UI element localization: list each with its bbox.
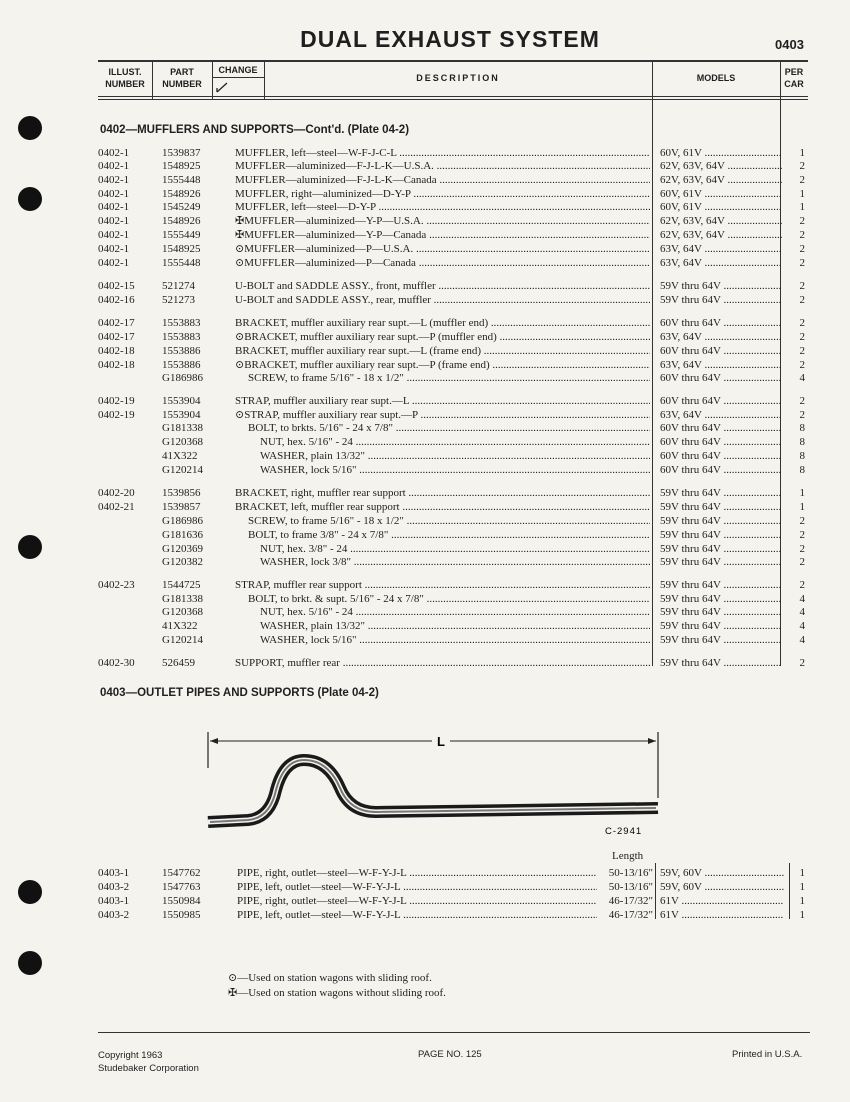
qty-per-car: 2 bbox=[799, 215, 805, 227]
qty-per-car: 8 bbox=[799, 464, 805, 476]
description: ⊙BRACKET, muffler auxiliary rear supt.—P (muffler end) ..... bbox=[235, 330, 650, 344]
description: MUFFLER, left—steel—D-Y-P ..... bbox=[235, 200, 650, 214]
pipe-length: 50-13/16" bbox=[608, 881, 653, 893]
table-row bbox=[0, 894, 850, 908]
models: 60V thru 64V ..... bbox=[660, 449, 782, 463]
description: BOLT, to frame 3/8" - 24 x 7/8" ..... bbox=[248, 528, 650, 542]
qty-per-car: 1 bbox=[799, 867, 805, 879]
qty-per-car: 2 bbox=[799, 657, 805, 669]
page-title: DUAL EXHAUST SYSTEM bbox=[300, 26, 600, 52]
description: WASHER, lock 5/16" ..... bbox=[260, 463, 650, 477]
models: 59V thru 64V ..... bbox=[660, 542, 782, 556]
part-number: G181338 bbox=[162, 593, 203, 605]
models: 59V thru 64V ..... bbox=[660, 555, 782, 569]
footnote-sliding-roof: ⊙—Used on station wagons with sliding roof. bbox=[228, 972, 432, 984]
illus-number: 0402-16 bbox=[98, 294, 135, 306]
description: PIPE, right, outlet—steel—W-F-Y-J-L ..... bbox=[237, 894, 597, 908]
table-row bbox=[0, 908, 850, 922]
table-row bbox=[0, 542, 850, 556]
illus-number: 0402-1 bbox=[98, 160, 130, 172]
qty-per-car: 1 bbox=[799, 487, 805, 499]
qty-per-car: 1 bbox=[799, 188, 805, 200]
illus-number: 0402-1 bbox=[98, 215, 130, 227]
illus-number: 0402-19 bbox=[98, 395, 135, 407]
pipe-length: 50-13/16" bbox=[608, 867, 653, 879]
models: 59V thru 64V ..... bbox=[660, 486, 782, 500]
qty-per-car: 2 bbox=[799, 174, 805, 186]
description: SCREW, to frame 5/16" - 18 x 1/2" ..... bbox=[248, 371, 650, 385]
models: 59V, 60V ..... bbox=[660, 880, 784, 894]
qty-per-car: 4 bbox=[799, 634, 805, 646]
header-part bbox=[152, 66, 212, 90]
description: WASHER, plain 13/32" ..... bbox=[260, 449, 650, 463]
models: 63V, 64V ..... bbox=[660, 242, 782, 256]
qty-per-car: 2 bbox=[799, 317, 805, 329]
illus-number: 0402-23 bbox=[98, 579, 135, 591]
part-number: G120214 bbox=[162, 634, 203, 646]
qty-per-car: 1 bbox=[799, 201, 805, 213]
binder-hole-1 bbox=[18, 116, 42, 140]
part-number: 41X322 bbox=[162, 450, 198, 462]
models: 60V thru 64V ..... bbox=[660, 371, 782, 385]
change-tick-icon bbox=[215, 80, 229, 94]
illus-number: 0402-1 bbox=[98, 243, 130, 255]
copyright-company: Studebaker Corporation bbox=[98, 1063, 199, 1074]
header-change: CHANGE bbox=[218, 65, 258, 75]
part-number: 1553883 bbox=[162, 317, 201, 329]
outlet-pipe-diagram bbox=[200, 728, 670, 838]
qty-per-car: 1 bbox=[799, 147, 805, 159]
illus-number: 0402-21 bbox=[98, 501, 135, 513]
models: 59V thru 64V ..... bbox=[660, 592, 782, 606]
illus-number: 0402-17 bbox=[98, 331, 135, 343]
table-row bbox=[0, 159, 850, 173]
qty-per-car: 2 bbox=[799, 345, 805, 357]
illus-number: 0403-1 bbox=[98, 867, 130, 879]
description: ✠MUFFLER—aluminized—Y-P—Canada ..... bbox=[235, 228, 650, 242]
illus-number: 0402-1 bbox=[98, 174, 130, 186]
dimension-label: L bbox=[437, 734, 445, 749]
qty-per-car: 2 bbox=[799, 331, 805, 343]
description: ⊙BRACKET, muffler auxiliary rear supt.—P (frame end) ..... bbox=[235, 358, 650, 372]
table-row bbox=[0, 605, 850, 619]
qty-per-car: 8 bbox=[799, 436, 805, 448]
models: 59V thru 64V ..... bbox=[660, 605, 782, 619]
part-number: 1550985 bbox=[162, 909, 201, 921]
models: 63V, 64V ..... bbox=[660, 408, 782, 422]
qty-per-car: 2 bbox=[799, 160, 805, 172]
table-row bbox=[0, 500, 850, 514]
header-illust bbox=[98, 66, 152, 90]
description: U-BOLT and SADDLE ASSY., front, muffler ..... bbox=[235, 279, 650, 293]
binder-hole-5 bbox=[18, 951, 42, 975]
footer-page-number: PAGE NO. 125 bbox=[418, 1049, 482, 1060]
illus-number: 0402-15 bbox=[98, 280, 135, 292]
part-number: 526459 bbox=[162, 657, 195, 669]
header-lower-rule bbox=[98, 99, 808, 100]
part-number: G120368 bbox=[162, 606, 203, 618]
pipe-length: 46-17/32" bbox=[608, 909, 653, 921]
description: MUFFLER, left—steel—W-F-J-C-L ..... bbox=[235, 146, 650, 160]
table-row bbox=[0, 344, 850, 358]
qty-per-car: 2 bbox=[799, 243, 805, 255]
table-row bbox=[0, 256, 850, 270]
qty-per-car: 2 bbox=[799, 515, 805, 527]
part-number: 1553904 bbox=[162, 395, 201, 407]
section-title-outlet-pipes: 0403—OUTLET PIPES AND SUPPORTS (Plate 04-2) bbox=[100, 687, 379, 699]
table-row bbox=[0, 146, 850, 160]
models: 61V ..... bbox=[660, 894, 784, 908]
table-row bbox=[0, 619, 850, 633]
footer-copyright bbox=[98, 1049, 199, 1075]
qty-per-car: 2 bbox=[799, 579, 805, 591]
illus-number: 0402-19 bbox=[98, 409, 135, 421]
description: WASHER, lock 5/16" ..... bbox=[260, 633, 650, 647]
description: U-BOLT and SADDLE ASSY., rear, muffler ..... bbox=[235, 293, 650, 307]
header-illust-line2: NUMBER bbox=[105, 79, 145, 89]
illus-number: 0402-17 bbox=[98, 317, 135, 329]
part-number: 1539857 bbox=[162, 501, 201, 513]
description: WASHER, plain 13/32" ..... bbox=[260, 619, 650, 633]
table-row bbox=[0, 200, 850, 214]
models: 59V thru 64V ..... bbox=[660, 656, 782, 670]
description: BRACKET, muffler auxiliary rear supt.—L (muffler end) ..... bbox=[235, 316, 650, 330]
part-number: G120368 bbox=[162, 436, 203, 448]
description: ⊙MUFFLER—aluminized—P—Canada ..... bbox=[235, 256, 650, 270]
illus-number: 0402-18 bbox=[98, 359, 135, 371]
part-number: G181636 bbox=[162, 529, 203, 541]
models: 59V thru 64V ..... bbox=[660, 578, 782, 592]
qty-per-car: 2 bbox=[799, 359, 805, 371]
illus-number: 0402-1 bbox=[98, 257, 130, 269]
description: BRACKET, right, muffler rear support ..... bbox=[235, 486, 650, 500]
illus-number: 0403-2 bbox=[98, 881, 130, 893]
table-row bbox=[0, 394, 850, 408]
qty-per-car: 1 bbox=[799, 895, 805, 907]
part-number: G186986 bbox=[162, 372, 203, 384]
part-number: 41X322 bbox=[162, 620, 198, 632]
table-row bbox=[0, 358, 850, 372]
description: MUFFLER—aluminized—F-J-L-K—U.S.A. ..... bbox=[235, 159, 650, 173]
models: 62V, 63V, 64V ..... bbox=[660, 159, 782, 173]
page-code: 0403 bbox=[775, 37, 804, 52]
table-row bbox=[0, 592, 850, 606]
footer-rule bbox=[98, 1032, 810, 1033]
description: PIPE, left, outlet—steel—W-F-Y-J-L ..... bbox=[237, 880, 597, 894]
table-row bbox=[0, 514, 850, 528]
models: 60V thru 64V ..... bbox=[660, 344, 782, 358]
part-number: 1545249 bbox=[162, 201, 201, 213]
qty-per-car: 4 bbox=[799, 372, 805, 384]
part-number: 521274 bbox=[162, 280, 195, 292]
table-row bbox=[0, 293, 850, 307]
models: 60V, 61V ..... bbox=[660, 200, 782, 214]
part-number: 1548925 bbox=[162, 160, 201, 172]
models: 59V, 60V ..... bbox=[660, 866, 784, 880]
length-column-label: Length bbox=[612, 850, 644, 862]
models: 62V, 63V, 64V ..... bbox=[660, 228, 782, 242]
models: 60V, 61V ..... bbox=[660, 146, 782, 160]
models: 59V thru 64V ..... bbox=[660, 500, 782, 514]
description: NUT, hex. 3/8" - 24 ..... bbox=[260, 542, 650, 556]
description: NUT, hex. 5/16" - 24 ..... bbox=[260, 605, 650, 619]
part-number: G181338 bbox=[162, 422, 203, 434]
header-part-line1: PART bbox=[170, 67, 194, 77]
part-number: 1553886 bbox=[162, 359, 201, 371]
header-per-car bbox=[780, 66, 808, 90]
illus-number: 0403-2 bbox=[98, 909, 130, 921]
header-car-line: CAR bbox=[784, 79, 804, 89]
table-row bbox=[0, 371, 850, 385]
models: 62V, 63V, 64V ..... bbox=[660, 173, 782, 187]
description: ✠MUFFLER—aluminized—Y-P—U.S.A. ..... bbox=[235, 214, 650, 228]
figure-code: C-2941 bbox=[605, 826, 643, 837]
description: BOLT, to brkts. 5/16" - 24 x 7/8" ..... bbox=[248, 421, 650, 435]
part-number: 1553904 bbox=[162, 409, 201, 421]
description: SUPPORT, muffler rear ..... bbox=[235, 656, 650, 670]
table-row bbox=[0, 279, 850, 293]
header-bottom-rule bbox=[98, 96, 808, 97]
part-number: 1555449 bbox=[162, 229, 201, 241]
part-number: 1548925 bbox=[162, 243, 201, 255]
part-number: 1547762 bbox=[162, 867, 201, 879]
part-number: 1548926 bbox=[162, 215, 201, 227]
models: 59V thru 64V ..... bbox=[660, 633, 782, 647]
models: 59V thru 64V ..... bbox=[660, 279, 782, 293]
illus-number: 0402-20 bbox=[98, 487, 135, 499]
pipe-length: 46-17/32" bbox=[608, 895, 653, 907]
models: 59V thru 64V ..... bbox=[660, 293, 782, 307]
description: STRAP, muffler rear support ..... bbox=[235, 578, 650, 592]
qty-per-car: 1 bbox=[799, 909, 805, 921]
description: PIPE, right, outlet—steel—W-F-Y-J-L ..... bbox=[237, 866, 597, 880]
table-row bbox=[0, 555, 850, 569]
models: 60V, 61V ..... bbox=[660, 187, 782, 201]
table-row bbox=[0, 173, 850, 187]
part-number: 1553886 bbox=[162, 345, 201, 357]
qty-per-car: 2 bbox=[799, 556, 805, 568]
header-models: MODELS bbox=[696, 73, 736, 83]
table-row bbox=[0, 578, 850, 592]
table-row bbox=[0, 187, 850, 201]
models: 60V thru 64V ..... bbox=[660, 435, 782, 449]
description: BRACKET, muffler auxiliary rear supt.—L (frame end) ..... bbox=[235, 344, 650, 358]
illus-number: 0402-1 bbox=[98, 201, 130, 213]
description: PIPE, left, outlet—steel—W-F-Y-J-L ..... bbox=[237, 908, 597, 922]
table-row bbox=[0, 486, 850, 500]
qty-per-car: 2 bbox=[799, 229, 805, 241]
table-row bbox=[0, 421, 850, 435]
models: 59V thru 64V ..... bbox=[660, 528, 782, 542]
models: 63V, 64V ..... bbox=[660, 358, 782, 372]
part-number: 1547763 bbox=[162, 881, 201, 893]
part-number: G120369 bbox=[162, 543, 203, 555]
illus-number: 0403-1 bbox=[98, 895, 130, 907]
illus-number: 0402-1 bbox=[98, 147, 130, 159]
description: SCREW, to frame 5/16" - 18 x 1/2" ..... bbox=[248, 514, 650, 528]
qty-per-car: 2 bbox=[799, 395, 805, 407]
qty-per-car: 4 bbox=[799, 593, 805, 605]
models: 60V thru 64V ..... bbox=[660, 463, 782, 477]
change-underline bbox=[212, 77, 264, 78]
header-per-line: PER bbox=[784, 67, 804, 77]
table-row bbox=[0, 330, 850, 344]
part-number: 1553883 bbox=[162, 331, 201, 343]
part-number: G120382 bbox=[162, 556, 203, 568]
table-row bbox=[0, 228, 850, 242]
description: ⊙MUFFLER—aluminized—P—U.S.A. ..... bbox=[235, 242, 650, 256]
description: BRACKET, left, muffler rear support ..... bbox=[235, 500, 650, 514]
footnote-no-sliding-roof: ✠—Used on station wagons without sliding roof. bbox=[228, 987, 446, 999]
qty-per-car: 2 bbox=[799, 294, 805, 306]
footer-printed: Printed in U.S.A. bbox=[732, 1049, 803, 1060]
description: WASHER, lock 3/8" ..... bbox=[260, 555, 650, 569]
table-row bbox=[0, 633, 850, 647]
part-number: 1544725 bbox=[162, 579, 201, 591]
part-number: G186986 bbox=[162, 515, 203, 527]
table-row bbox=[0, 528, 850, 542]
qty-per-car: 2 bbox=[799, 529, 805, 541]
part-number: 521273 bbox=[162, 294, 195, 306]
models: 63V, 64V ..... bbox=[660, 330, 782, 344]
description: MUFFLER, right—aluminized—D-Y-P ..... bbox=[235, 187, 650, 201]
table-row bbox=[0, 866, 850, 880]
qty-per-car: 4 bbox=[799, 606, 805, 618]
part-number: G120214 bbox=[162, 464, 203, 476]
illus-number: 0402-30 bbox=[98, 657, 135, 669]
qty-per-car: 2 bbox=[799, 257, 805, 269]
qty-per-car: 2 bbox=[799, 409, 805, 421]
qty-per-car: 8 bbox=[799, 450, 805, 462]
models: 63V, 64V ..... bbox=[660, 256, 782, 270]
table-row bbox=[0, 880, 850, 894]
table-row bbox=[0, 463, 850, 477]
description: BOLT, to brkt. & supt. 5/16" - 24 x 7/8" ..... bbox=[248, 592, 650, 606]
models: 60V thru 64V ..... bbox=[660, 394, 782, 408]
qty-per-car: 2 bbox=[799, 543, 805, 555]
qty-per-car: 2 bbox=[799, 280, 805, 292]
models: 61V ..... bbox=[660, 908, 784, 922]
qty-per-car: 1 bbox=[799, 881, 805, 893]
models: 62V, 63V, 64V ..... bbox=[660, 214, 782, 228]
header-top-rule bbox=[98, 60, 808, 62]
table-row bbox=[0, 656, 850, 670]
section-title-mufflers: 0402—MUFFLERS AND SUPPORTS—Cont'd. (Plate 04-2) bbox=[100, 124, 410, 136]
models: 59V thru 64V ..... bbox=[660, 514, 782, 528]
qty-per-car: 4 bbox=[799, 620, 805, 632]
table-row bbox=[0, 435, 850, 449]
table-row bbox=[0, 214, 850, 228]
qty-per-car: 8 bbox=[799, 422, 805, 434]
illus-number: 0402-18 bbox=[98, 345, 135, 357]
models: 60V thru 64V ..... bbox=[660, 421, 782, 435]
models: 60V thru 64V ..... bbox=[660, 316, 782, 330]
part-number: 1539837 bbox=[162, 147, 201, 159]
header-part-line2: NUMBER bbox=[162, 79, 202, 89]
table-row bbox=[0, 242, 850, 256]
part-number: 1555448 bbox=[162, 257, 201, 269]
header-illust-line1: ILLUST. bbox=[108, 67, 142, 77]
description: STRAP, muffler auxiliary rear supt.—L ..... bbox=[235, 394, 650, 408]
description: MUFFLER—aluminized—F-J-L-K—Canada ..... bbox=[235, 173, 650, 187]
header-description: DESCRIPTION bbox=[416, 73, 500, 83]
illus-number: 0402-1 bbox=[98, 188, 130, 200]
table-row bbox=[0, 316, 850, 330]
part-number: 1550984 bbox=[162, 895, 201, 907]
description: NUT, hex. 5/16" - 24 ..... bbox=[260, 435, 650, 449]
copyright-year: Copyright 1963 bbox=[98, 1050, 163, 1061]
part-number: 1548926 bbox=[162, 188, 201, 200]
qty-per-car: 1 bbox=[799, 501, 805, 513]
description: ⊙STRAP, muffler auxiliary rear supt.—P ..... bbox=[235, 408, 650, 422]
part-number: 1539856 bbox=[162, 487, 201, 499]
illus-number: 0402-1 bbox=[98, 229, 130, 241]
part-number: 1555448 bbox=[162, 174, 201, 186]
table-row bbox=[0, 449, 850, 463]
table-row bbox=[0, 408, 850, 422]
models: 59V thru 64V ..... bbox=[660, 619, 782, 633]
